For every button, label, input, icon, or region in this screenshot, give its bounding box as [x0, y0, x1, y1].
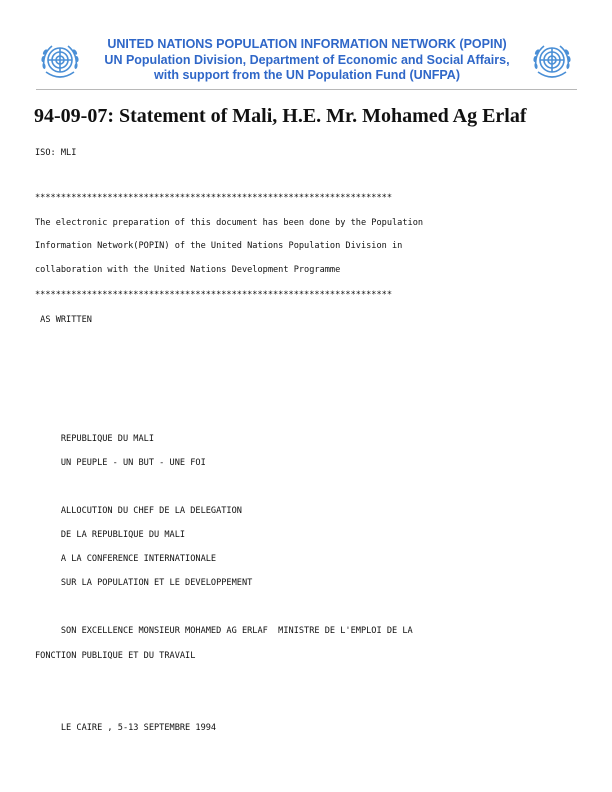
un-emblem-icon [528, 38, 576, 86]
body-line: collaboration with the United Nations Development Programme [35, 265, 341, 275]
iso-code-line: ISO: MLI [35, 148, 77, 158]
body-line: SON EXCELLENCE MONSIEUR MOHAMED AG ERLAF MINISTRE DE L'EMPLOI DE LA [35, 626, 413, 636]
body-line: The electronic preparation of this document has been done by the Population [35, 218, 424, 228]
header-line-division: UN Population Division, Department of Economic and Social Affairs, [104, 52, 510, 67]
body-line: SUR LA POPULATION ET LE DEVELOPPEMENT [35, 578, 253, 588]
header-line-popin: UNITED NATIONS POPULATION INFORMATION NETWORK (POPIN) [107, 37, 507, 51]
body-line: FONCTION PUBLIQUE ET DU TRAVAIL [35, 651, 196, 661]
body-line: UN PEUPLE - UN BUT - UNE FOI [35, 458, 206, 468]
body-line: LE CAIRE , 5-13 SEPTEMBRE 1994 [35, 723, 217, 733]
header-line-unfpa: with support from the UN Population Fund (UNFPA) [154, 68, 460, 82]
body-line: REPUBLIQUE DU MALI [35, 434, 154, 444]
body-line: Information Network(POPIN) of the United Nations Population Division in [35, 241, 403, 251]
header-text [92, 37, 522, 84]
separator-line: ********************************************************************* [35, 290, 392, 300]
popin-header [36, 36, 577, 90]
body-line: ALLOCUTION DU CHEF DE LA DELEGATION [35, 506, 242, 516]
body-line: AS WRITTEN [35, 315, 92, 325]
header-divider [36, 89, 577, 90]
body-line: A LA CONFERENCE INTERNATIONALE [35, 554, 217, 564]
separator-line: ********************************************************************* [35, 193, 392, 203]
body-line: DE LA REPUBLIQUE DU MALI [35, 530, 186, 540]
un-emblem-icon [36, 38, 84, 86]
document-title: 94-09-07: Statement of Mali, H.E. Mr. Mohamed Ag Erlaf [34, 105, 527, 127]
